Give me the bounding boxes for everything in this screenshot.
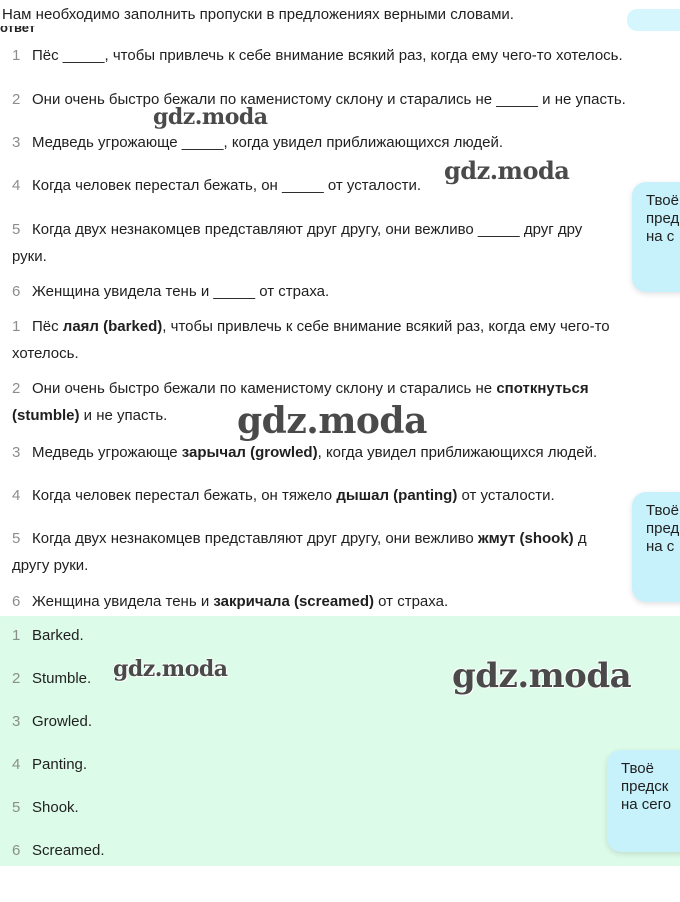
filled-3: 3 Медведь угрожающе зарычал (growled), когда увидел приближающихся людей. <box>12 444 598 461</box>
answer-2: 2 Stumble. <box>12 670 92 687</box>
filled-4: 4 Когда человек перестал бежать, он тяжело дышал (panting) от усталости. <box>12 487 555 504</box>
question-6: 6 Женщина увидела тень и _____ от страха. <box>12 283 330 300</box>
prediction-popup[interactable]: Твоё пред на с <box>632 492 680 602</box>
answer-6: 6 Screamed. <box>12 842 105 859</box>
question-1: 1 Пёс _____, чтобы привлечь к себе внимание всякий раз, когда ему чего-то хотелось. <box>12 47 623 64</box>
task-intro: Нам необходимо заполнить пропуски в предложениях верными словами. <box>2 6 514 23</box>
filled-5: 5 Когда двух незнакомцев представляют друг другу, они вежливо жмут (shook) д другу руки. <box>12 530 587 574</box>
answer-5: 5 Shook. <box>12 799 79 816</box>
top-right-tab[interactable] <box>627 9 680 31</box>
filled-1: 1 Пёс лаял (barked), чтобы привлечь к себе внимание всякий раз, когда ему чего-то хотелось. <box>12 318 610 362</box>
filled-6: 6 Женщина увидела тень и закричала (screamed) от страха. <box>12 593 449 610</box>
watermark: gdz.moda <box>153 104 268 130</box>
prediction-popup[interactable]: Твоё предск на сего <box>607 750 680 852</box>
filled-2: 2 Они очень быстро бежали по каменистому склону и старались не споткнуться (stumble) и не упасть. <box>12 380 589 424</box>
watermark: gdz.moda <box>452 656 632 696</box>
question-4: 4 Когда человек перестал бежать, он _____ от усталости. <box>12 177 421 194</box>
watermark: gdz.moda <box>113 656 228 682</box>
watermark: gdz.moda <box>444 156 570 185</box>
answer-3: 3 Growled. <box>12 713 93 730</box>
question-3: 3 Медведь угрожающе _____, когда увидел приближающихся людей. <box>12 134 503 151</box>
answer-1: 1 Barked. <box>12 627 84 644</box>
answer-heading: ответ <box>0 26 36 34</box>
answers-panel <box>0 616 680 866</box>
answer-4: 4 Panting. <box>12 756 88 773</box>
watermark: gdz.moda <box>237 400 427 442</box>
question-5: 5 Когда двух незнакомцев представляют друг другу, они вежливо _____ друг дру руки. <box>12 221 583 265</box>
prediction-popup[interactable]: Твоё пред на с <box>632 182 680 292</box>
question-2: 2 Они очень быстро бежали по каменистому склону и старались не _____ и не упасть. <box>12 91 626 108</box>
